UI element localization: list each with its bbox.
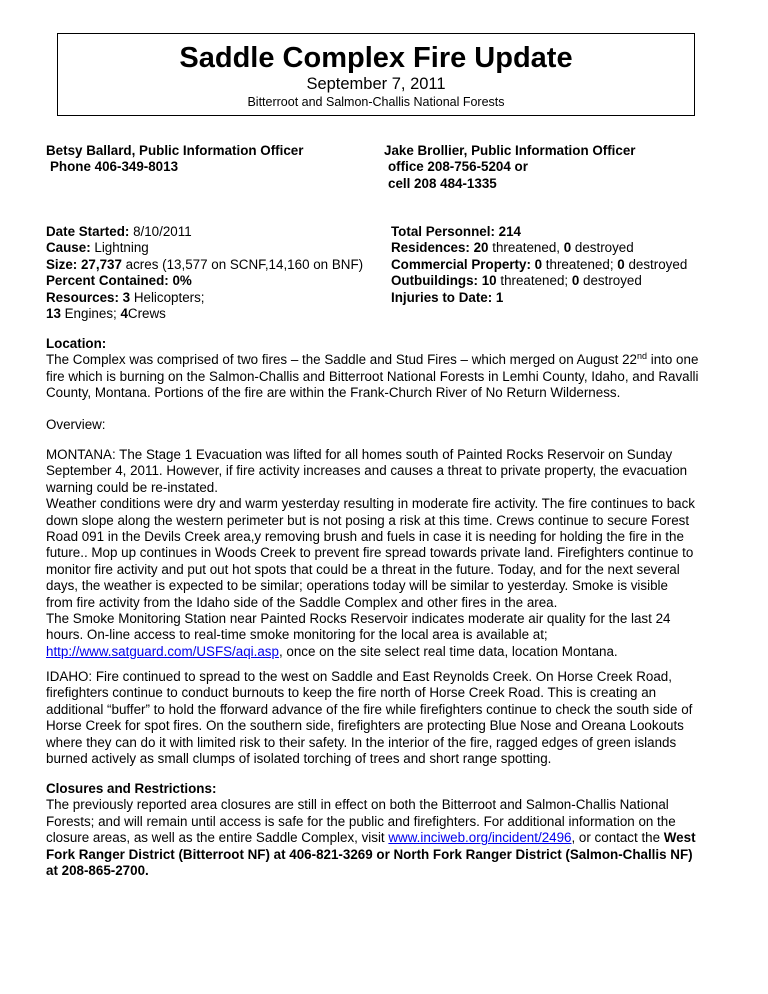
contact-right-office: office 208-756-5204 or xyxy=(388,159,528,175)
size-label: Size: 27,737 xyxy=(46,256,122,272)
overview-heading: Overview: xyxy=(46,417,106,432)
outbuildings-label: Outbuildings: 10 xyxy=(391,273,497,289)
resources-label: Resources: 3 xyxy=(46,289,131,305)
residences-destroyed-number: 0 xyxy=(563,240,572,256)
location-line-3: County, Montana. Portions of the fire are within the Frank-Church River of No Return Wilderness. xyxy=(46,385,621,401)
commercial-destroyed-number: 0 xyxy=(617,256,625,272)
commercial-threatened: threatened; xyxy=(542,256,618,272)
closures-line-4: Fork Ranger District (Bitterroot NF) at 406-821-3269 or North Fork Ranger District (Salmon-Challis NF) xyxy=(46,846,693,862)
contact-left-name: Betsy Ballard, Public Information Officer xyxy=(46,143,304,158)
title-box xyxy=(57,33,695,116)
paragraph-line: Road 091 in the Devils Creek area,y removing brush and fuels in case it is needing for holding the fire in the xyxy=(46,529,684,545)
date-started-row xyxy=(46,224,363,240)
closures-line-5: at 208-865-2700. xyxy=(46,863,149,879)
crews-label: Crews xyxy=(127,306,166,322)
personnel-value: : 214 xyxy=(490,224,521,239)
link-followup-text: , once on the site select real time data, location Montana. xyxy=(278,643,618,659)
location-line xyxy=(46,352,726,368)
contact-right-cell: cell 208 484-1335 xyxy=(388,175,497,191)
crews-number: 4 xyxy=(120,306,128,322)
contact-right-name: Jake Brollier, Public Information Officer xyxy=(384,143,636,158)
contact-left-phone: Phone 406-349-8013 xyxy=(50,159,179,175)
paragraph-line: from fire activity from the Idaho side of the Saddle Complex and other fires in the area. xyxy=(46,594,558,610)
inciweb-link[interactable]: www.inciweb.org/incident/2496 xyxy=(388,830,572,846)
contact-left xyxy=(46,143,303,176)
engines-row xyxy=(46,306,363,322)
engines-label: Engines; xyxy=(60,306,121,322)
percent-row xyxy=(46,273,363,289)
contact-right xyxy=(384,143,636,192)
residences-destroyed: destroyed xyxy=(571,240,634,256)
size-value: acres (13,577 on SCNF,14,160 on BNF) xyxy=(121,256,364,272)
commercial-destroyed: destroyed xyxy=(624,256,688,272)
date-started-label: Date Started: xyxy=(46,224,130,239)
paragraph-line: days, the weather is expected to be similar; operations today will be similar to yesterday. Smoke is visible xyxy=(46,578,668,594)
update-date: September 7, 2011 xyxy=(306,75,446,93)
closures-line-3 xyxy=(46,830,726,846)
injuries-label: Injuries to Date: 1 xyxy=(391,289,504,305)
commercial-row xyxy=(391,257,687,273)
outbuildings-threatened: threatened; xyxy=(496,273,572,289)
size-row xyxy=(46,257,363,273)
closures-line-2: Forests; and will remain until access is safe for the public and firefighters. For additional information on the xyxy=(46,813,676,829)
paragraph-line: where they can do it with limited risk to their safety. In the interior of the fire, ragged edges of green islands xyxy=(46,734,677,750)
paragraph-line: down slope along the western perimeter but is not posing a risk at this time. Crews continue to secure Forest xyxy=(46,512,690,528)
paragraph-line: Weather conditions were dry and warm yesterday resulting in moderate fire activity. The fire continues to back xyxy=(46,496,696,512)
closures-line-1: The previously reported area closures are still in effect on both the Bitterroot and Salmon-Challis National xyxy=(46,797,669,813)
location-line-2: fire which is burning on the Salmon-Challis and Bitterroot National Forests in Lemhi County, Idaho, and Ravalli xyxy=(46,368,699,384)
residences-threatened: threatened, xyxy=(488,240,564,256)
stats-left xyxy=(46,224,363,322)
paragraph-line: additional “buffer” to hold the fforward advance of the fire while firefighters continue to check the south side of xyxy=(46,701,693,717)
paragraph-line: The Smoke Monitoring Station near Painted Rocks Reservoir indicates moderate air quality for the last 24 xyxy=(46,611,671,627)
cause-label: Cause: xyxy=(46,240,91,256)
location-heading: Location: xyxy=(46,336,107,351)
outbuildings-destroyed: destroyed xyxy=(579,273,642,289)
resources-value: Helicopters; xyxy=(130,289,205,305)
personnel-label: Total Personnel xyxy=(391,224,491,239)
outbuildings-destroyed-number: 0 xyxy=(571,273,580,289)
paragraph-line: MONTANA: The Stage 1 Evacuation was lifted for all homes south of Painted Rocks Reservoir on Sunday xyxy=(46,447,673,462)
paragraph-line: monitor fire activity and put out hot spots that could be a threat in the future. Today, and for the next several xyxy=(46,561,680,577)
cause-row xyxy=(46,240,363,256)
injuries-row xyxy=(391,290,687,306)
closures-line-3-mid: , or contact the xyxy=(571,830,664,846)
outbuildings-row xyxy=(391,273,687,289)
paragraph-line: warning could be re-instated. xyxy=(46,479,218,495)
paragraph-line: hours. On-line access to real-time smoke monitoring for the local area is available at; xyxy=(46,627,548,643)
residences-row xyxy=(391,240,687,256)
personnel-row xyxy=(391,224,687,240)
paragraph-line: September 4, 2011. However, if fire activity increases and causes a threat to private property, the evacuation xyxy=(46,463,688,479)
smoke-monitoring-link[interactable]: http://www.satguard.com/USFS/aqi.asp xyxy=(46,643,279,659)
page-title: Saddle Complex Fire Update xyxy=(179,42,573,74)
location-line-1-end: into one xyxy=(647,352,699,368)
paragraph-line xyxy=(46,644,726,660)
paragraph-line: future.. Mop up continues in Woods Creek to prevent fire spread towards private land. Firefighters continue to xyxy=(46,545,694,561)
cause-value: Lightning xyxy=(90,240,149,256)
closures-heading: Closures and Restrictions: xyxy=(46,781,217,796)
forests-subtitle: Bitterroot and Salmon-Challis National Forests xyxy=(247,95,505,109)
residences-label: Residences: 20 xyxy=(391,240,489,256)
location-superscript: nd xyxy=(637,351,648,362)
resources-row xyxy=(46,290,363,306)
closures-section xyxy=(46,781,726,879)
overview-section xyxy=(46,417,726,433)
location-section xyxy=(46,336,726,402)
commercial-label: Commercial Property: 0 xyxy=(391,256,543,272)
percent-contained: Percent Contained: 0% xyxy=(46,273,192,289)
closures-line-3-bold: West xyxy=(663,830,696,846)
montana-section xyxy=(46,447,726,660)
engines-number: 13 xyxy=(46,306,61,322)
paragraph-line: firefighters continue to conduct burnouts to keep the fire north of Horse Creek Road. This is creating an xyxy=(46,685,657,701)
paragraph-line: IDAHO: Fire continued to spread to the west on Saddle and East Reynolds Creek. On Horse Creek Road, xyxy=(46,669,672,684)
location-line-1: The Complex was comprised of two fires – the Saddle and Stud Fires – which merged on August 22 xyxy=(46,352,637,368)
closures-line-3-text: closure areas, as well as the entire Saddle Complex, visit xyxy=(46,830,389,846)
stats-right xyxy=(391,224,687,306)
paragraph-line: burned actively as small clumps of isolated torching of trees and short range spotting. xyxy=(46,751,552,767)
date-started-value: 8/10/2011 xyxy=(129,224,192,239)
idaho-section xyxy=(46,669,726,767)
paragraph-line: Horse Creek for spot fires. On the southern side, firefighters are protecting Blue Nose and Oreana Lookouts xyxy=(46,718,684,734)
